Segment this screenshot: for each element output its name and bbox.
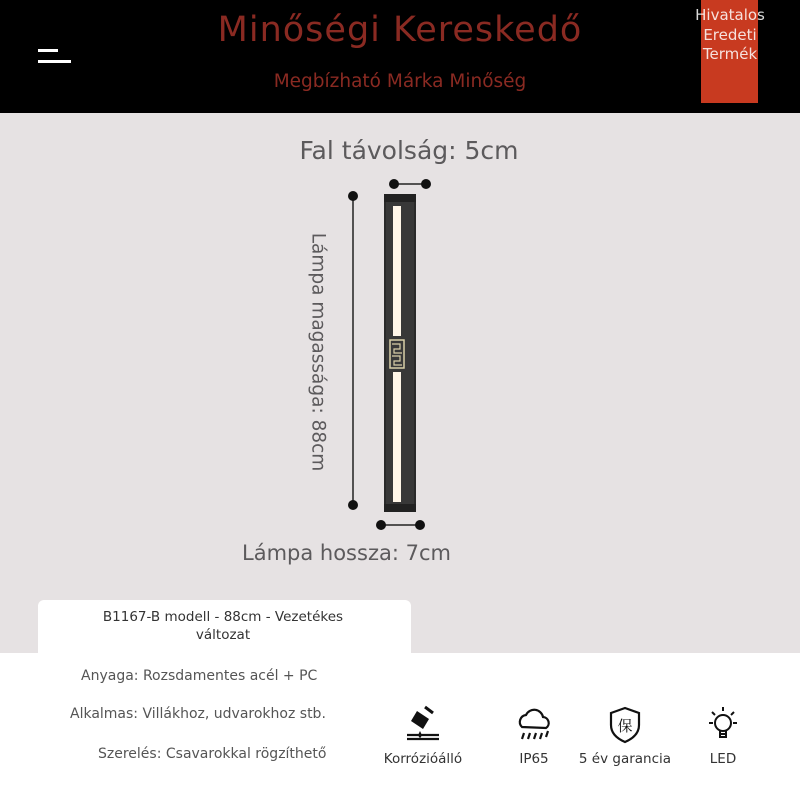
- feature-led: [700, 705, 746, 767]
- lamp-height-marker: [348, 191, 358, 510]
- wall-distance-marker: [389, 179, 431, 189]
- spec-installation: Szerelés: Csavarokkal rögzíthető: [98, 746, 327, 762]
- spec-usage: Alkalmas: Villákhoz, udvarokhoz stb.: [70, 706, 326, 722]
- wall-lamp-image: [384, 194, 416, 512]
- lamp-height-label: Lámpa magassága: 88cm: [307, 232, 329, 472]
- feature-warranty-label: 5 év garancia: [578, 751, 672, 767]
- feature-warranty: [572, 705, 678, 767]
- rain-cloud-icon: [514, 705, 554, 745]
- brand-title: Minőségi Kereskedő: [217, 10, 583, 50]
- badge-line-3: Termék: [702, 45, 758, 63]
- feature-ip65-label: IP65: [519, 751, 549, 767]
- brand-subtitle: Megbízható Márka Minőség: [273, 71, 527, 92]
- feature-ip65: [508, 705, 560, 767]
- badge-line-2: Eredeti: [703, 25, 757, 44]
- feature-led-label: LED: [709, 751, 737, 767]
- badge-line-1: Hivatalos: [695, 6, 765, 24]
- light-bulb-icon: [703, 705, 743, 745]
- lamp-length-label: Lámpa hossza: 7cm: [242, 541, 451, 565]
- spec-material: Anyaga: Rozsdamentes acél + PC: [81, 668, 318, 684]
- wall-distance-label: Fal távolság: 5cm: [299, 136, 519, 165]
- corrosion-resistant-icon: [403, 705, 443, 745]
- svg-text:保: 保: [617, 717, 633, 735]
- model-name: B1167-B modell - 88cm - Vezetékes változat: [102, 609, 344, 643]
- feature-corrosion-label: Korrózióálló: [383, 751, 463, 767]
- lamp-length-marker: [376, 520, 425, 530]
- warranty-shield-icon: [605, 705, 645, 745]
- feature-corrosion: [380, 705, 466, 767]
